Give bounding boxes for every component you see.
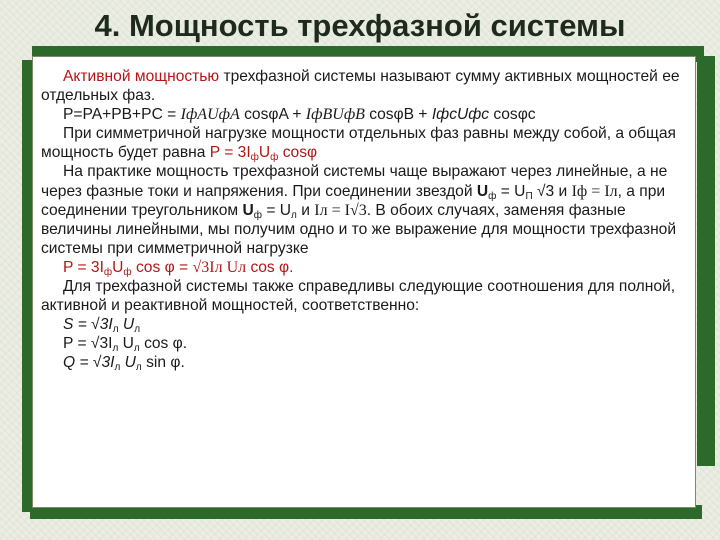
paragraph-symmetric-load <box>41 124 689 162</box>
p3-u2-sub: ф <box>253 209 262 221</box>
paragraph-power-relations <box>41 277 689 315</box>
f3-a: S <box>63 316 74 334</box>
f4-sub2: л <box>133 343 140 355</box>
f3-b: = √3I <box>73 316 113 334</box>
p3-d: Iф = Iл <box>571 182 618 200</box>
f5-sub1: л <box>114 362 121 374</box>
f4-a: P = √3I <box>63 335 113 353</box>
formula-p-line-red <box>63 259 294 276</box>
p3-b: = U <box>496 182 526 200</box>
content-box <box>32 56 696 508</box>
p3-u2: U <box>242 201 254 219</box>
f5-b: = √3I <box>75 354 115 372</box>
f5-sub2: л <box>135 362 142 374</box>
f5-d: sin φ. <box>141 354 185 372</box>
p3-h: Iл = I√3 <box>314 201 367 219</box>
f5-a: Q <box>63 354 76 372</box>
frame-bar-right <box>697 56 715 466</box>
f4-c: cos φ. <box>139 335 188 353</box>
f2-sub2: ф <box>123 266 132 278</box>
f1-part-f: IфcUфc <box>431 106 490 124</box>
slide-title: 4. Мощность трехфазной системы <box>94 8 626 43</box>
p1-text: трехфазной системы называют сумму активных мощностей ее отдельных фаз. <box>41 68 680 105</box>
paragraph-active-power-definition <box>41 67 689 105</box>
formula-active-power <box>41 334 689 353</box>
term-active-power: Активной мощностью <box>63 68 220 85</box>
f2-d: √3Iл Uл <box>192 258 247 276</box>
f1-part-d: IфBUфB <box>305 106 365 124</box>
f2-a: P = 3I <box>63 258 104 276</box>
p2-formula-b: U <box>258 144 271 162</box>
p3-b-sub: П <box>525 190 533 202</box>
f5-c: U <box>120 354 136 372</box>
p3-u1-sub: ф <box>488 190 497 202</box>
f1-part-e: cosφB + <box>364 106 432 124</box>
f1-part-c: cosφA + <box>239 106 306 124</box>
f3-sub2: л <box>134 324 141 336</box>
p3-g: и <box>296 201 315 219</box>
f4-b: U <box>118 335 134 353</box>
f1-part-g: cosφc <box>489 106 536 124</box>
p3-c: √3 и <box>532 182 572 200</box>
p2-formula-a: P = 3I <box>209 144 251 162</box>
p2-formula-sub1: ф <box>250 152 259 164</box>
p3-u1: U <box>476 182 489 200</box>
f3-sub1: л <box>112 324 119 336</box>
p2-formula-c: cosφ <box>278 144 318 162</box>
paragraph-line-quantities <box>41 162 689 257</box>
f4-sub1: л <box>112 343 119 355</box>
f2-b: U <box>112 258 124 276</box>
formula-reactive-power <box>41 353 689 372</box>
p3-i: . В обоих случаях, заменяя фазные величины линейными, мы получим одно и то же выражение для мощности трехфазной системы при симметричной нагрузке <box>41 201 677 257</box>
f1-part-b: IфAUфA <box>180 106 240 124</box>
formula-total-power <box>41 105 689 124</box>
p2-text: При симметричной нагрузке мощности отдельных фаз равны между собой, а общая мощность будет равна <box>41 125 676 162</box>
p3-a: На практике мощность трехфазной системы чаще выражают через линейные, а не через фазные токи и напряжения. При соединении звездой <box>41 163 668 200</box>
p2-formula-sub2: ф <box>270 152 279 164</box>
formula-symmetric-power <box>209 144 318 164</box>
p3-f-sub: л <box>291 209 297 221</box>
p4-text: Для трехфазной системы также справедливы следующие соотношения для полной, активной и реактивной мощностей, соответственно: <box>41 278 676 315</box>
f3-c: U <box>118 316 135 334</box>
formula-apparent-power <box>41 315 689 334</box>
p3-e: , а при соединении треугольником <box>41 182 666 219</box>
f1-part-a: P=PA+PB+PC = <box>63 106 181 124</box>
formula-symmetric-line <box>41 258 689 277</box>
f2-sub1: ф <box>103 266 113 278</box>
f2-c: cos φ = <box>131 258 193 276</box>
f2-e: cos φ. <box>246 258 294 276</box>
body-text <box>41 67 689 373</box>
p3-f: = U <box>262 201 292 219</box>
